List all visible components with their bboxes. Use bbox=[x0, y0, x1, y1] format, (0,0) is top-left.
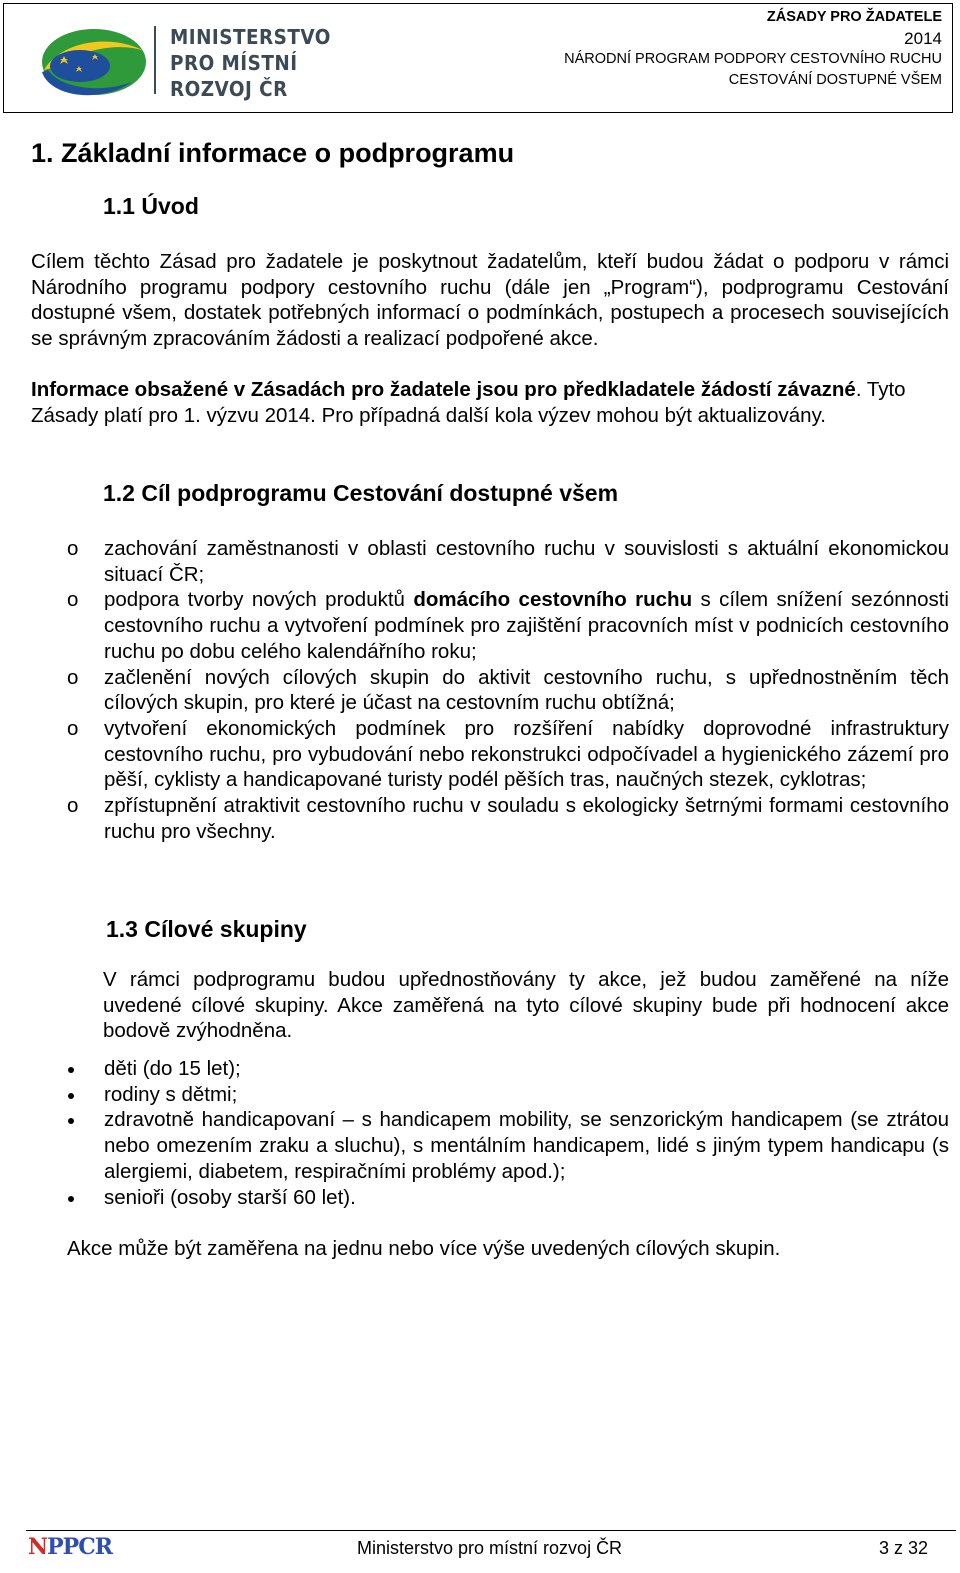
goal-text: vytvoření ekonomických podmínek pro rozšíření nabídky doprovodné infrastruktury cestovního ruchu, pro vybudování nebo rekonstrukci odpočívadel a hygienického zázemí pro pěší, cyklisty a handicapované turisty podél pěších tras, naučných stezek, cyklotras; bbox=[104, 716, 949, 792]
goal-text: zachování zaměstnanosti v oblasti cestovního ruchu v souvislosti s aktuální ekonomickou situací ČR; bbox=[104, 537, 949, 586]
page-number: 3 z 32 bbox=[878, 1538, 928, 1558]
target-groups-paragraph: V rámci podprogramu budou upřednostňovány ty akce, jež budou zaměřené na níže uvedené cílové skupiny. Akce zaměřená na tyto cílové skupiny bude při hodnocení akce bodově zvýhodněna. bbox=[103, 968, 949, 1043]
list-item bbox=[31, 1082, 949, 1108]
list-marker: o bbox=[67, 537, 79, 560]
list-item bbox=[31, 1107, 949, 1184]
nppcr-logo bbox=[28, 1534, 112, 1560]
ministry-logo-icon bbox=[40, 22, 150, 102]
page-header bbox=[3, 3, 953, 113]
list-item bbox=[31, 665, 949, 716]
header-doc-info bbox=[564, 7, 942, 91]
intro-paragraph: Cílem těchto Zásad pro žadatele je poskytnout žadatelům, kteří budou žádat o podporu v rámci Národního programu podpory cestovního ruchu (dále jen „Program“), podprogramu Cestování dostupné všem, dostatek potřebných informací o podmínkách, postupech a procesech souvisejících se správným zpracováním žádosti a realizací podpořené akce. bbox=[31, 250, 949, 351]
subsection-1-3-title: 1.3 Cílové skupiny bbox=[106, 916, 307, 942]
target-groups-list bbox=[31, 1056, 949, 1210]
bullet-icon bbox=[68, 1067, 74, 1073]
list-marker: o bbox=[67, 588, 79, 612]
list-item bbox=[31, 536, 949, 587]
nppcr-logo-rest: PPCR bbox=[47, 1534, 112, 1560]
subprogram-name: CESTOVÁNÍ DOSTUPNÉ VŠEM bbox=[728, 72, 942, 88]
list-item bbox=[31, 1056, 949, 1082]
goal-text: začlenění nových cílových skupin do aktivit cestovního ruchu, s upřednostněním těch cílových skupin, pro které je účast na cestovním ruchu obtížná; bbox=[104, 665, 949, 715]
list-item bbox=[31, 587, 949, 664]
ministry-line-2: PRO MÍSTNÍ bbox=[170, 51, 298, 75]
target-group-text: zdravotně handicapovaní – s handicapem mobility, se senzorickým handicapem (se ztrátou nebo omezením zraku a sluchu), s mentálním handicapem, lidé s jiným typem handicapu (s alergiemi, diabetem, respiračními problémy apod.); bbox=[104, 1108, 949, 1183]
program-name: NÁRODNÍ PROGRAM PODPORY CESTOVNÍHO RUCHU bbox=[564, 51, 942, 67]
goal-text-post: s cílem snížení sezónnosti cestovního ruchu a vytvoření podmínek pro zajištění pracovních míst v podnicích cestovního ruchu po dobu celého kalendářního roku; bbox=[104, 588, 949, 663]
list-item bbox=[31, 1185, 949, 1211]
ministry-line-3: ROZVOJ ČR bbox=[170, 77, 288, 101]
ministry-line-1: MINISTERSTVO bbox=[170, 25, 331, 49]
doc-year: 2014 bbox=[904, 29, 942, 48]
bullet-icon bbox=[68, 1093, 74, 1099]
list-item bbox=[31, 793, 949, 844]
goal-text-bold: domácího cestovního ruchu bbox=[413, 588, 693, 612]
list-item bbox=[31, 716, 949, 793]
subsection-1-1-title: 1.1 Úvod bbox=[103, 193, 199, 219]
nppcr-logo-n: N bbox=[28, 1534, 48, 1560]
goal-text: zpřístupnění atraktivit cestovního ruchu v souladu s ekologicky šetrnými formami cestovního ruchu pro všechny. bbox=[104, 794, 949, 843]
bullet-icon bbox=[68, 1118, 74, 1124]
list-marker: o bbox=[67, 716, 79, 740]
footer-divider bbox=[26, 1530, 956, 1531]
list-marker: o bbox=[67, 665, 79, 689]
goals-list bbox=[31, 536, 949, 844]
target-group-text: senioři (osoby starší 60 let). bbox=[104, 1185, 356, 1209]
subsection-1-2-title: 1.2 Cíl podprogramu Cestování dostupné všem bbox=[103, 480, 619, 506]
list-marker: o bbox=[67, 794, 79, 818]
target-group-text: děti (do 15 let); bbox=[104, 1057, 241, 1080]
binding-info-bold: Informace obsažené v Zásadách pro žadatele jsou pro předkladatele žádostí závazné bbox=[31, 378, 856, 401]
target-group-text: rodiny s dětmi; bbox=[104, 1082, 238, 1106]
footer-ministry: Ministerstvo pro místní rozvoj ČR bbox=[357, 1538, 623, 1558]
goal-text-pre: podpora tvorby nových produktů bbox=[104, 588, 414, 612]
closing-paragraph: Akce může být zaměřena na jednu nebo více výše uvedených cílových skupin. bbox=[67, 1237, 781, 1260]
binding-info-paragraph bbox=[31, 377, 949, 428]
doc-title: ZÁSADY PRO ŽADATELE bbox=[766, 9, 942, 25]
logo-divider bbox=[154, 26, 156, 94]
section-title: 1. Základní informace o podprogramu bbox=[31, 138, 515, 168]
ministry-name bbox=[170, 24, 331, 102]
binding-info-rest: . Tyto Zásady platí pro 1. výzvu 2014. Pro případná další kola výzev mohou být aktualizovány. bbox=[31, 378, 906, 427]
bullet-icon bbox=[68, 1196, 74, 1202]
